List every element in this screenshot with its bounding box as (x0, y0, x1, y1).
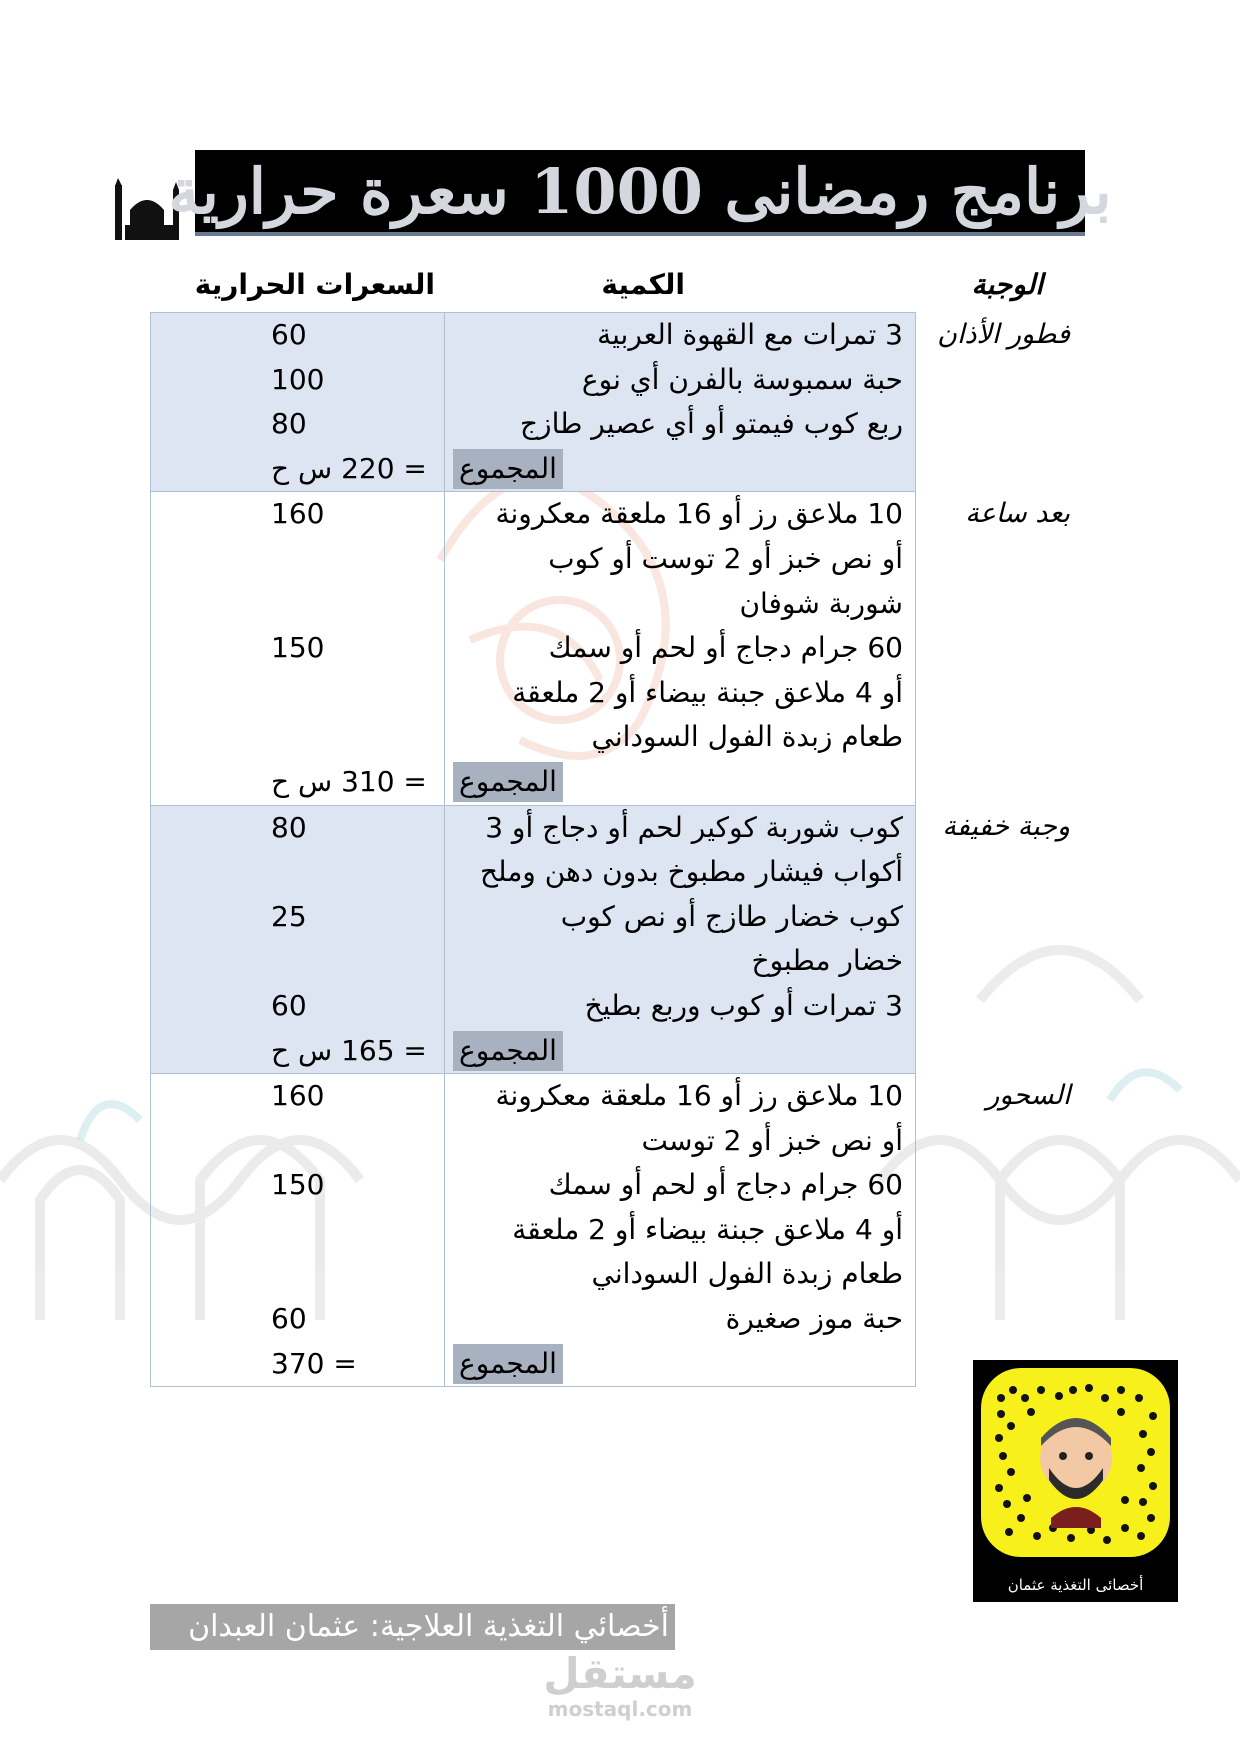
author-credit (150, 1604, 675, 1650)
calories-cell (151, 805, 445, 1074)
calories-cell (151, 1074, 445, 1387)
calorie-value (151, 850, 444, 895)
meal-name-cell (916, 313, 1091, 492)
meal-name: فطور الأذان (937, 318, 1070, 350)
food-item: كوب شوربة كوكير لحم أو دجاج أو 3 (485, 810, 903, 844)
meal-name-cell (916, 492, 1091, 805)
total-calories-value: = 310 س ح (271, 764, 427, 798)
snapcode-dots-avatar-icon (981, 1368, 1170, 1557)
food-item: 10 ملاعق رز أو 16 ملعقة معكرونة (495, 1079, 903, 1113)
calorie-value: 80 (271, 810, 307, 844)
meal-name-cell (916, 805, 1091, 1074)
food-item: 60 جرام دجاج أو لحم أو سمك (548, 1168, 903, 1202)
food-item: كوب خضار طازج أو نص كوب (560, 899, 903, 933)
snapcode-caption: أخصائى التغذية عثمان (1007, 1576, 1144, 1594)
meal-name: بعد ساعة (965, 497, 1070, 529)
calories-cell (151, 492, 445, 805)
snapcode-yellow-panel (981, 1368, 1170, 1557)
total-line (445, 760, 915, 805)
table-headers (150, 268, 1085, 308)
calorie-value: 60 (271, 1302, 307, 1336)
calorie-value: 150 (271, 1168, 325, 1202)
calorie-value: 60 (271, 988, 307, 1022)
author-text: أخصائي التغذية العلاجية: عثمان العبدان (188, 1609, 669, 1644)
quantity-cell (445, 492, 916, 805)
calories-cell (151, 313, 445, 492)
header-meal: الوجبة (971, 268, 1043, 301)
calorie-value: 25 (271, 899, 307, 933)
watermark-arabic: مستقل (543, 1649, 697, 1698)
quantity-cell (445, 805, 916, 1074)
meal-name-cell (916, 1074, 1091, 1387)
calorie-value (151, 537, 444, 582)
page-title: برنامج رمضانى 1000 سعرة حرارية (168, 154, 1112, 228)
calorie-value: 160 (271, 497, 325, 531)
calorie-value (151, 1252, 444, 1297)
food-item: طعام زبدة الفول السوداني (591, 1257, 903, 1291)
header-calories: السعرات الحرارية (194, 268, 435, 301)
title-banner (168, 150, 1112, 236)
calorie-value: 80 (271, 407, 307, 441)
food-item: 10 ملاعق رز أو 16 ملعقة معكرونة (495, 497, 903, 531)
calorie-value: 160 (271, 1079, 325, 1113)
food-item: حبة سمبوسة بالفرن أي نوع (581, 362, 903, 396)
food-item: حبة موز صغيرة (725, 1302, 903, 1336)
total-line (445, 1342, 915, 1387)
watermark (540, 1650, 700, 1720)
total-label: المجموع (453, 1344, 563, 1384)
calorie-value (151, 582, 444, 627)
meal-row (151, 1074, 1091, 1387)
food-item: 60 جرام دجاج أو لحم أو سمك (548, 631, 903, 665)
calorie-value (151, 1119, 444, 1164)
total-calories-value: = 165 س ح (271, 1033, 427, 1067)
calorie-value (151, 1208, 444, 1253)
total-label: المجموع (453, 449, 563, 489)
food-item: أو نص خبز أو 2 توست (641, 1123, 903, 1157)
meal-row (151, 492, 1091, 805)
calorie-value: 100 (271, 362, 325, 396)
calorie-value: 150 (271, 631, 325, 665)
food-item: 3 تمرات أو كوب وربع بطيخ (584, 988, 903, 1022)
food-item: أكواب فيشار مطبوخ بدون دهن وملح (479, 855, 903, 889)
quantity-cell (445, 1074, 916, 1387)
food-item: 3 تمرات مع القهوة العربية (597, 318, 903, 351)
food-item: أو 4 ملاعق جبنة بيضاء أو 2 ملعقة (512, 675, 903, 709)
meal-row (151, 805, 1091, 1074)
food-item: أو 4 ملاعق جبنة بيضاء أو 2 ملعقة (512, 1212, 903, 1246)
total-line (445, 447, 915, 492)
food-item: شوربة شوفان (739, 586, 903, 620)
quantity-cell (445, 313, 916, 492)
calorie-value (151, 715, 444, 760)
total-line (445, 1029, 915, 1074)
meal-name: وجبة خفيفة (942, 811, 1070, 843)
total-calories-value: = 220 س ح (271, 451, 427, 485)
header-quantity: الكمية (601, 268, 685, 301)
meal-plan-table (150, 312, 1091, 1387)
total-label: المجموع (453, 762, 563, 802)
total-label: المجموع (453, 1031, 563, 1071)
meal-name: السحور (986, 1079, 1071, 1111)
food-item: ربع كوب فيمتو أو أي عصير طازج (519, 407, 903, 441)
food-item: خضار مطبوخ (751, 944, 903, 978)
calorie-value: 60 (271, 318, 307, 351)
food-item: أو نص خبز أو 2 توست أو كوب (548, 541, 903, 575)
calorie-value (151, 939, 444, 984)
calorie-value (151, 671, 444, 716)
total-calories-value: = 370 (271, 1346, 357, 1380)
food-item: طعام زبدة الفول السوداني (591, 720, 903, 754)
snapcode (973, 1360, 1178, 1602)
watermark-latin: mostaql.com (547, 1697, 693, 1721)
meal-row (151, 313, 1091, 492)
